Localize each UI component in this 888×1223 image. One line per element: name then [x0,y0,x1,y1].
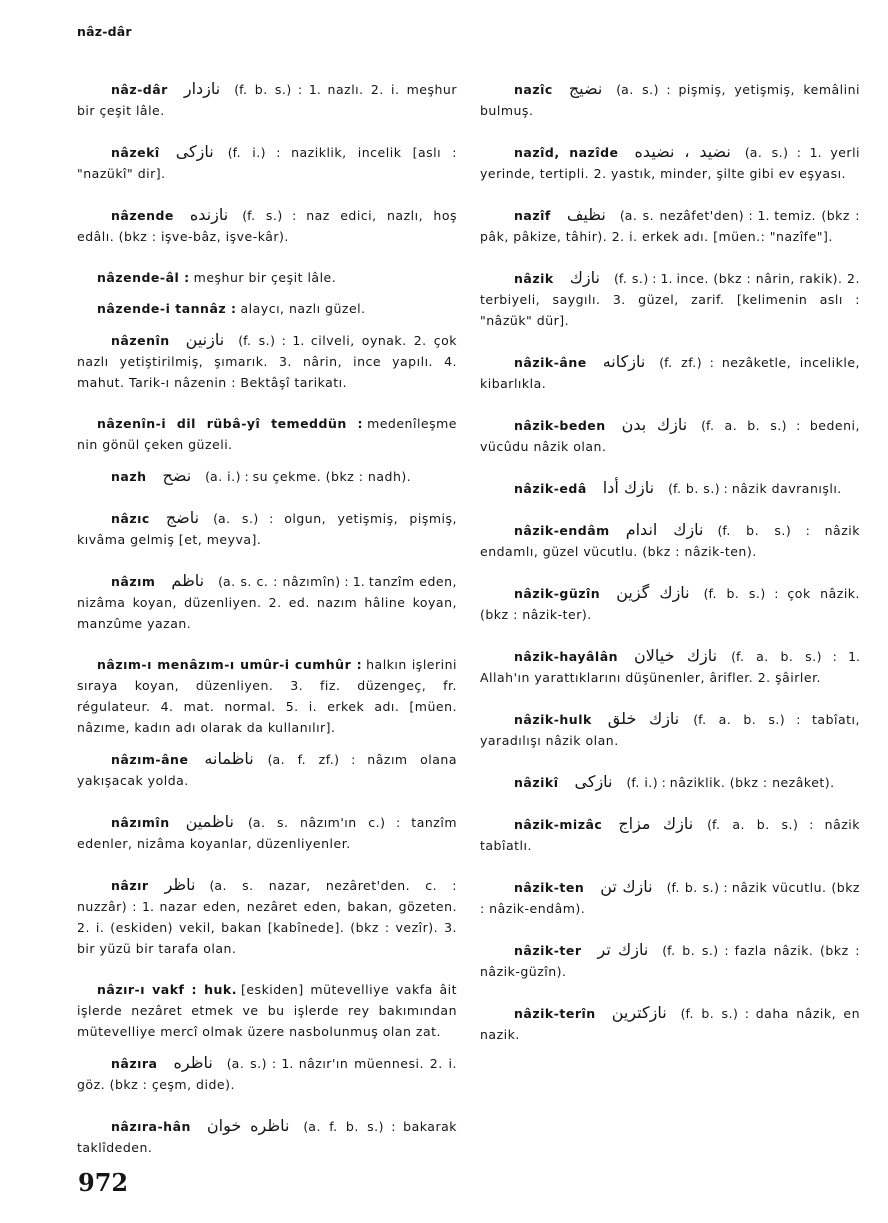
entry-definition: (f. a. b. s.) : 1. Allah'ın yarattıklarını düşünenler, ârifler. 2. şâirler. [480,649,860,685]
dictionary-entry [77,78,457,121]
entry-headword: nâzik-ter [514,943,582,958]
dictionary-entry [480,477,860,499]
entry-definition: halkın işlerini sıraya koyan, düzenliyen. 3. fiz. düzengeç, fr. régulateur. 4. mat. normal. 5. i. erkek adı. [müen. nâzıme, kadın adı olarak da kullanılır]. [77,657,457,735]
entry-headword: nâzik-terîn [514,1006,596,1021]
entry-headword: nâzik-beden [514,418,606,433]
entry-definition: (a. i.) : su çekme. (bkz : nadh). [205,469,412,484]
entry-arabic-script: ناظمین [185,812,234,831]
entry-definition: alaycı, nazlı güzel. [240,301,366,316]
entry-definition: [eskiden] mütevelliye vakfa âit işlerde nezâret etmek ve bu işlerde rey bakımından mütevelliye mercî olmak üzere nasbolunmuş olan zat. [77,982,457,1039]
entry-arabic-script: نازك گزین [616,583,690,602]
entry-arabic-script: نازك أدا [602,478,655,497]
entry-arabic-script: نضح [162,466,192,485]
right-column [480,78,860,1065]
dictionary-entry [77,267,457,288]
entry-headword: nâzik-ten [514,880,585,895]
entry-headword: nâzım-âne [111,752,189,767]
entry-headword: nâzik-edâ [514,481,587,496]
entry-arabic-script: نازدار [183,79,221,98]
entry-headword: nâzenîn [111,333,170,348]
dictionary-entry [77,465,457,487]
entry-definition: (a. s. nâzım'ın c.) : tanzîm edenler, nizâma koyanlar, düzenliyenler. [77,815,457,851]
entry-definition: meşhur bir çeşit lâle. [193,270,337,285]
entry-definition: (f. zf.) : nezâketle, incelikle, kibarlıkla. [480,355,860,391]
dictionary-entry [77,141,457,184]
dictionary-entry [480,519,860,562]
entry-headword: nâzik-endâm [514,523,610,538]
entry-definition: (a. f. zf.) : nâzım olana yakışacak yolda. [77,752,457,788]
entry-definition: (f. a. b. s.) : tabîatı, yaradılışı nâzik olan. [480,712,860,748]
entry-definition: (f. b. s.) : nâzik davranışlı. [668,481,842,496]
entry-arabic-script: ناظم [171,571,205,590]
entry-definition: medenîleşme nin gönül çeken güzeli. [77,416,457,452]
entry-headword: nâzım-ı menâzım-ı umûr-i cumhûr : [97,657,363,672]
left-column [77,78,457,1178]
entry-headword: nâzıra [111,1056,158,1071]
entry-definition: (a. s.) : 1. yerli yerinde, tertipli. 2. yastık, minder, şilte gibi ev eşyası. [480,145,861,181]
entry-arabic-script: نازك اندام [625,520,704,539]
dictionary-entry [77,298,457,319]
entry-definition: (f. s.) : 1. ince. (bkz : nârin, rakik). 2. terbiyeli, saygılı. 3. güzel, zarif. [kelimenin aslı : "nâzük" dür]. [480,271,860,328]
running-header: nâz-dâr [77,24,132,39]
entry-definition: (f. b. s.) : 1. nazlı. 2. i. meşhur bir çeşit lâle. [77,82,457,118]
entry-headword: nâzım [111,574,156,589]
dictionary-entry [77,1052,457,1095]
dictionary-entry [77,507,457,550]
entry-headword: nâzır-ı vakf : huk. [97,982,237,997]
entry-headword: nâzır [111,878,149,893]
entry-definition: (f. b. s.) : çok nâzik. (bkz : nâzik-ter). [480,586,861,622]
dictionary-entry [77,654,457,738]
entry-headword: nazîd, nazîde [514,145,619,160]
dictionary-entry [480,141,860,184]
entry-arabic-script: نضید ، نضیده [634,142,731,161]
dictionary-entry [480,351,860,394]
entry-definition: (a. s.) : olgun, yetişmiş, pişmiş, kıvâma gelmiş [et, meyva]. [77,511,457,547]
entry-headword: nâzik [514,271,554,286]
entry-arabic-script: ناظره [173,1053,213,1072]
entry-headword: nâzik-âne [514,355,587,370]
dictionary-entry [77,1115,457,1158]
entry-headword: nazh [111,469,147,484]
entry-definition: (f. b. s.) : nâzik vücutlu. (bkz : nâzik-endâm). [480,880,860,916]
dictionary-entry [77,413,457,455]
dictionary-entry [480,1002,860,1045]
entry-headword: nâzik-hulk [514,712,592,727]
dictionary-entry [77,204,457,247]
dictionary-entry [480,267,860,331]
dictionary-entry [77,748,457,791]
entry-definition: (f. a. b. s.) : nâzik tabîatlı. [480,817,861,853]
entry-definition: (a. s. nazar, nezâret'den. c. : nuzzâr) : 1. nazar eden, nezâret eden, bakan, gözeten. 2. i. (eskiden) vekil, bakan [kabînede]. (bkz : vezîr). 3. bir yüzü bir tarafa olan. [77,878,457,956]
entry-arabic-script: ناظره خوان [206,1116,290,1135]
entry-headword: nâzik-hayâlân [514,649,619,664]
entry-arabic-script: نازك [569,268,600,287]
entry-arabic-script: نازك خلق [607,709,680,728]
dictionary-entry [480,414,860,457]
entry-headword: nâzekî [111,145,160,160]
entry-definition: (a. s.) : 1. nâzır'ın müennesi. 2. i. göz. (bkz : çeşm, dide). [77,1056,457,1092]
dictionary-entry [77,874,457,959]
entry-arabic-script: نازکانه [602,352,646,371]
dictionary-entry [77,570,457,634]
dictionary-entry [480,708,860,751]
dictionary-entry [480,813,860,856]
entry-headword: nâzıc [111,511,150,526]
entry-headword: nâzende-i tannâz : [97,301,237,316]
entry-arabic-script: ناظمانه [204,749,254,768]
entry-arabic-script: نازنین [185,330,225,349]
entry-arabic-script: نازنده [189,205,229,224]
entry-headword: nazîf [514,208,551,223]
entry-headword: nâzikî [514,775,559,790]
entry-arabic-script: نضیج [568,79,603,98]
entry-arabic-script: نازك تر [597,940,649,959]
entry-definition: (f. i.) : naziklik, incelik [aslı : "nazükî" dir]. [77,145,457,181]
dictionary-entry [480,582,860,625]
entry-definition: (f. a. b. s.) : bedeni, vücûdu nâzik olan. [480,418,860,454]
entry-arabic-script: نازك بدن [621,415,688,434]
entry-arabic-script: نظیف [566,205,606,224]
entry-arabic-script: نازك تن [600,877,653,896]
entry-definition: (f. b. s.) : fazla nâzik. (bkz : nâzik-güzîn). [480,943,861,979]
dictionary-entry [480,645,860,688]
entry-definition: (f. i.) : nâziklik. (bkz : nezâket). [626,775,835,790]
entry-arabic-script: نازك مزاج [618,814,694,833]
dictionary-entry [480,876,860,919]
entry-headword: nâzik-güzîn [514,586,601,601]
entry-headword: nâzende [111,208,174,223]
entry-arabic-script: نازکی [175,142,214,161]
entry-headword: nâzıra-hân [111,1119,191,1134]
entry-definition: (f. b. s.) : daha nâzik, en nazik. [480,1006,860,1042]
entry-arabic-script: نازکی [574,772,613,791]
dictionary-entry [77,329,457,393]
dictionary-entry [480,771,860,793]
dictionary-entry [480,204,860,247]
entry-definition: (f. s.) : naz edici, nazlı, hoş edâlı. (bkz : işve-bâz, işve-kâr). [77,208,457,244]
dictionary-entry [77,979,457,1042]
entry-headword: nâzende-âl : [97,270,190,285]
entry-arabic-script: ناظر [164,875,196,894]
entry-definition: (a. s.) : pişmiş, yetişmiş, kemâlini bulmuş. [480,82,860,118]
entry-headword: nâzımîn [111,815,170,830]
entry-headword: nâzik-mizâc [514,817,603,832]
entry-arabic-script: نازکترین [611,1003,667,1022]
dictionary-entry [480,939,860,982]
entry-definition: (a. s. c. : nâzımîn) : 1. tanzîm eden, nizâma koyan, düzenliyen. 2. ed. nazım hâline koyan, manzûme yazan. [77,574,457,631]
entry-definition: (f. b. s.) : nâzik endamlı, güzel vücutlu. (bkz : nâzik-ten). [480,523,860,559]
page-number: 972 [78,1168,129,1197]
entry-headword: nâzenîn-i dil rübâ-yî temeddün : [97,416,364,431]
dictionary-entry [480,78,860,121]
entry-arabic-script: ناضج [165,508,200,527]
entry-definition: (a. s. nezâfet'den) : 1. temiz. (bkz : pâk, pâkize, tâhir). 2. i. erkek adı. [müen.: "nazîfe"]. [480,208,860,244]
entry-headword: nazîc [514,82,553,97]
entry-definition: (a. f. b. s.) : bakarak taklîdeden. [77,1119,457,1155]
entry-arabic-script: نازك خیالان [634,646,718,665]
dictionary-entry [77,811,457,854]
entry-definition: (f. s.) : 1. cilveli, oynak. 2. çok nazlı yetiştirilmiş, şımarık. 3. nârin, ince yapılı. 4. mahut. Tarik-ı nâzenin : Bektâşî tarikatı. [77,333,457,390]
entry-headword: nâz-dâr [111,82,168,97]
